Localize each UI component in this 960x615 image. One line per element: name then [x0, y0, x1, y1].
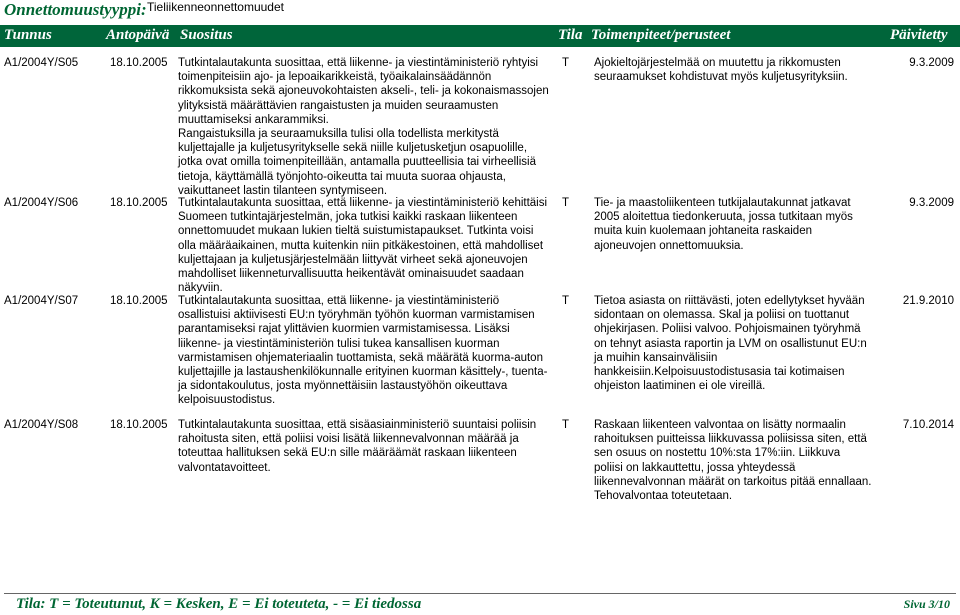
page-header [0, 0, 960, 22]
recommendation-paragraph: Tutkintalautakunta suosittaa, että liikenne- ja viestintäministeriö kehittäisi Suomeen tutkintajärjestelmän, joka tutkisi kaikki raskaan liikenteen onnettomuudet mukaan lukien tieltä suistumistapaukset. Tutkinta voisi olla määräaikainen, mutta kuitenkin niin pitkäkestoinen, että mahdolliset kuljettajaan ja kuljetusjärjestelmään liittyvät virheet sekä ajoneuvojen mahdolliset liikenneturvallisuutta heikentävät ominaisuudet saadaan näkyviin. [178, 197, 548, 295]
row-updated: 21.9.2010 [902, 295, 954, 307]
column-header-recommendation: Suositus [180, 27, 233, 43]
footer-divider [4, 593, 956, 594]
row-recommendation [178, 196, 550, 295]
table-header [0, 25, 960, 47]
row-measures: Tie- ja maastoliikenteen tutkijalautakunnat jatkavat 2005 aloitettua tiedonkeruuta, jossa tutkitaan myös muita kuin kuolemaan johtaneita raskaiden ajoneuvojen onnettomuuksia. [594, 197, 853, 252]
column-header-status: Tila [558, 27, 583, 43]
row-measures: Ajokieltojärjestelmää on muutettu ja rikkomusten seuraamukset kohdistuvat myös kuljetusyrityksiin. [594, 57, 848, 84]
row-status: T [562, 419, 570, 431]
row-updated: 9.3.2009 [909, 197, 954, 209]
row-recommendation [178, 56, 550, 198]
row-updated: 9.3.2009 [909, 57, 954, 69]
row-id: A1/2004Y/S06 [4, 197, 79, 209]
column-header-updated: Päivitetty [890, 27, 948, 43]
page-title: Onnettomuustyyppi: [4, 0, 147, 19]
row-id: A1/2004Y/S08 [4, 419, 79, 431]
row-status: T [562, 197, 570, 209]
row-status: T [562, 57, 570, 69]
recommendation-paragraph: Tutkintalautakunta suosittaa, että liikenne- ja viestintäministeriö ryhtyisi toimenpiteisiin ajo- ja lepoaikarikkeistä, työaikalainsäädännön rikkomuksista sekä ajoneuvokohtaisten akseli-, teli- ja kokonaismassojen ylityksistä määrättävien rangaistusten ja muiden seuraamusten muuttamiseksi ankarammiksi. [178, 57, 549, 126]
row-id: A1/2004Y/S05 [4, 57, 79, 69]
row-date: 18.10.2005 [110, 197, 168, 209]
row-date: 18.10.2005 [110, 419, 168, 431]
row-date: 18.10.2005 [110, 57, 168, 69]
row-updated: 7.10.2014 [902, 419, 954, 431]
row-recommendation [178, 294, 550, 408]
accident-type: Tieliikenneonnettomuudet [147, 0, 284, 14]
recommendation-paragraph: Tutkintalautakunta suosittaa, että liikenne- ja viestintäministeriö osallistuisi aktiivisesti EU:n työryhmän työhön kuorman varmistamisen parantamiseksi rajat ylittävien kuormien varmistamisessa. Lisäksi liikenne- ja viestintäministeriön tulisi tukea kansallisen kuorman varmistamisen ohjemateriaalin tuottamista, sekä määrätä kuorma-auton kuljettajille ja lastaushenkilökunnalle erityinen kuorman käsittely-, tuenta- ja sidontakoulutus, josta myönnettäisiin lastaustyöhön oikeuttava kelpoisuustodistus. [178, 295, 548, 407]
row-id: A1/2004Y/S07 [4, 295, 79, 307]
status-legend: Tila: T = Toteutunut, K = Kesken, E = Ei toteuteta, - = Ei tiedossa [16, 596, 422, 612]
recommendation-paragraph: Tutkintalautakunta suosittaa, että sisäasiainministeriö suuntaisi poliisin rahoitusta siten, että poliisi voisi lisätä liikennevalvonnan määrää ja toteuttaa hallituksen sekä EU:n sille määräämät raskaan liikenteen valvontatavoitteet. [178, 419, 537, 474]
column-header-date: Antopäivä [106, 27, 170, 43]
row-status: T [562, 295, 570, 307]
recommendation-paragraph: Rangaistuksilla ja seuraamuksilla tulisi olla todellista merkitystä kuljettajalle ja kuljetusyritykselle sekä niille kuljetusketjun osapuolille, jotka ovat omilla toimenpiteillään, antamalla puutteellisia tai virheellisiä tietoja, käyttämällä työnjohto-oikeutta tai muuta suoraa ohjausta, vaikuttaneet lastin tilanteen syntymiseen. [178, 128, 536, 197]
column-header-id: Tunnus [4, 27, 52, 43]
row-measures: Tietoa asiasta on riittävästi, joten edellytykset hyvään sidontaan on olemassa. Skal ja poliisi on tuottanut ohjekirjasen. Poliisi valvoo. Pohjoismainen työryhmä on tehnyt asiasta raportin ja LVM on osallistunut EU:n ja muihin kansainvälisiin hankkeisiin.Kelpoisuustodistusasia tai kotimaisen ohjeiston laatiminen ei ole vireillä. [594, 295, 867, 393]
column-header-measures: Toimenpiteet/perusteet [591, 27, 731, 43]
row-recommendation [178, 418, 550, 475]
row-measures: Raskaan liikenteen valvontaa on lisätty normaalin rahoituksen puitteissa liikkuvassa poliisissa siten, että sen osuus on nostettu 10%:sta 17%:iin. Liikkuva poliisi on lakkauttettu, jossa yhteydessä liikennevalvonnan määrät on tarkoitus pitää ennallaan. Tehovalvontaa toteutetaan. [594, 419, 872, 503]
row-date: 18.10.2005 [110, 295, 168, 307]
page-number: Sivu 3/10 [903, 597, 950, 611]
